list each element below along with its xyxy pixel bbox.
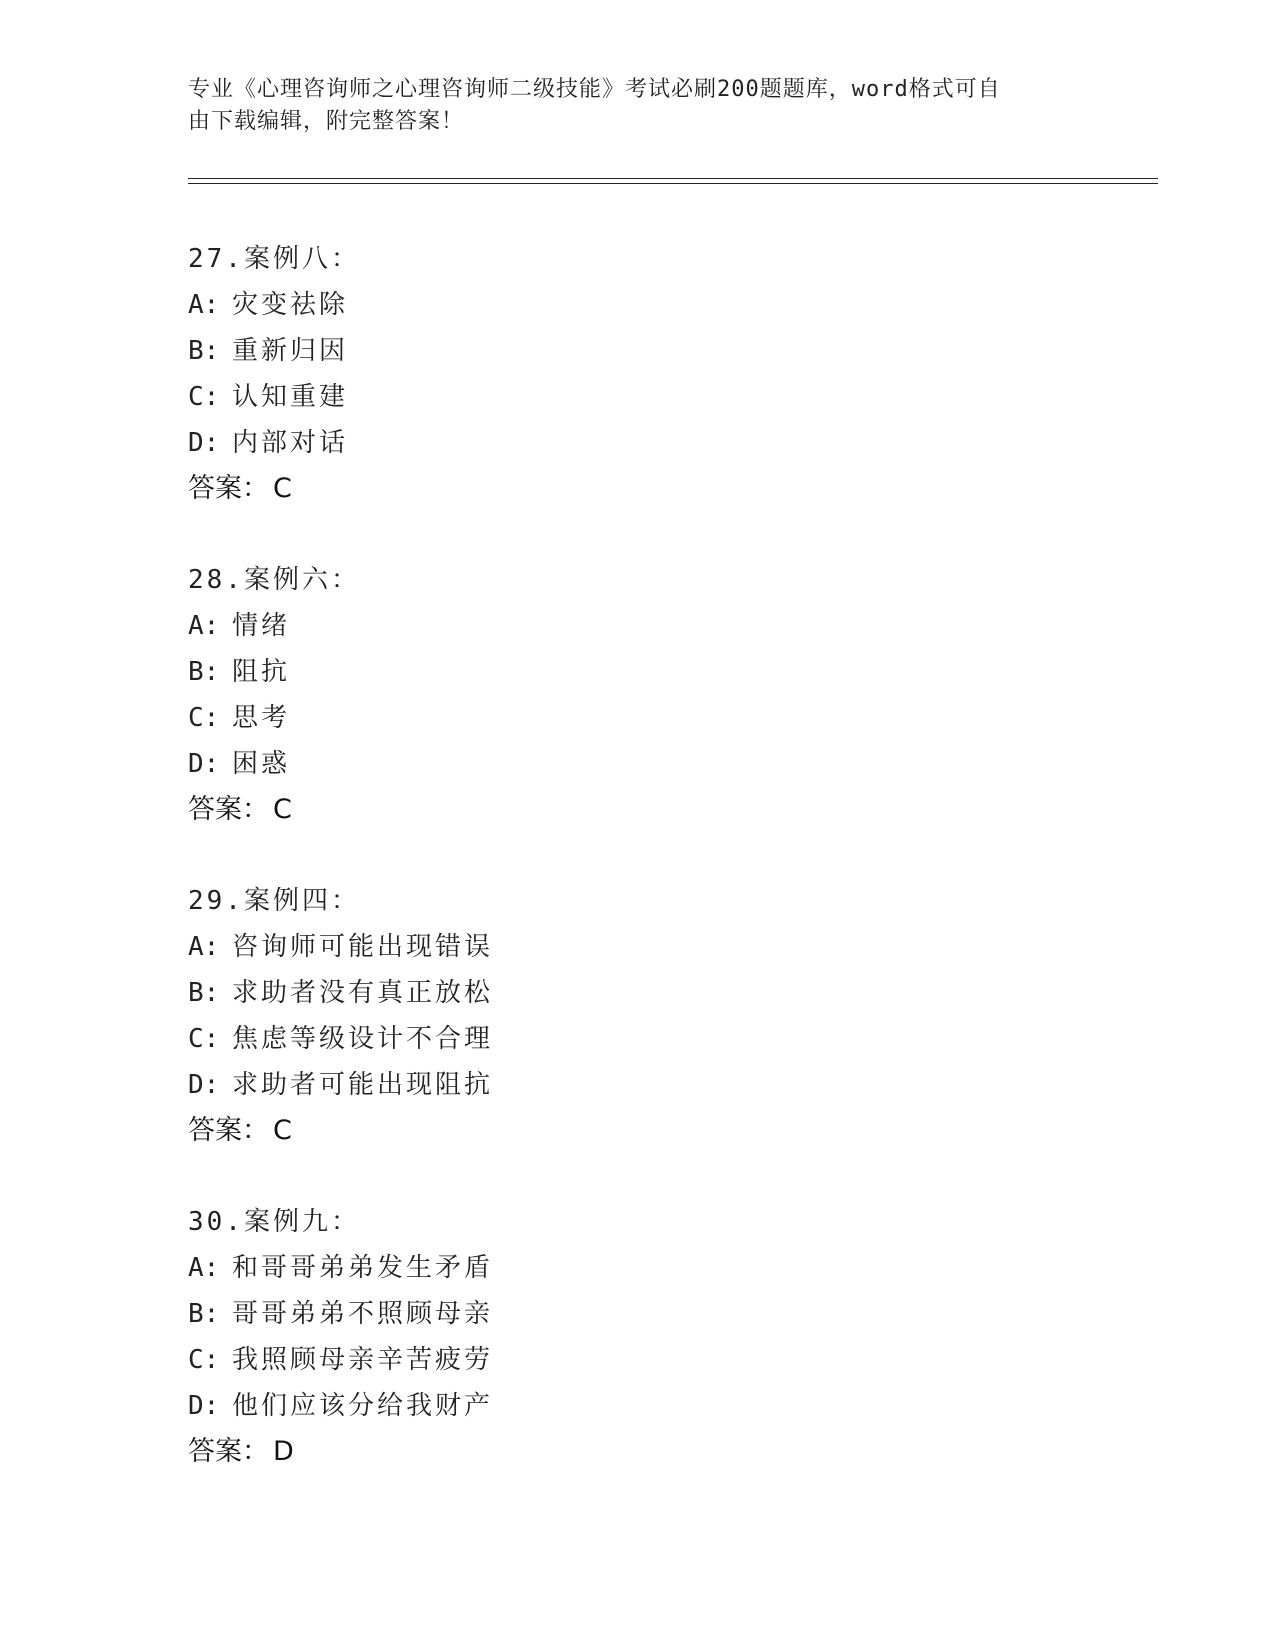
question-title: 28.案例六： [188,565,360,595]
option-c [188,695,1088,741]
document-header [188,74,1068,138]
option-b [188,649,1088,695]
question-title: 30.案例九： [188,1207,360,1237]
question-title: 27.案例八： [188,244,360,274]
option-d [188,420,1088,466]
option-text: 求助者没有真正放松 [232,978,494,1008]
question-30 [188,1199,1088,1520]
question-29 [188,878,1088,1199]
option-b [188,1291,1088,1337]
option-text: 情绪 [232,611,291,641]
option-label: C: [188,382,220,412]
question-28 [188,557,1088,878]
answer-label: 答案： [188,1436,269,1467]
option-text: 认知重建 [232,382,349,412]
option-text: 和哥哥弟弟发生矛盾 [232,1253,494,1283]
option-label: B: [188,1299,220,1329]
option-text: 阻抗 [232,657,291,687]
option-b [188,328,1088,374]
answer-label: 答案： [188,473,269,504]
header-line-2: 由下载编辑，附完整答案！ [188,109,465,134]
answer-label: 答案： [188,794,269,825]
option-d [188,1383,1088,1429]
option-a [188,282,1088,328]
option-label: B: [188,978,220,1008]
option-text: 我照顾母亲辛苦疲劳 [232,1345,494,1375]
option-label: C: [188,1024,220,1054]
option-label: D: [188,1391,220,1421]
option-label: B: [188,336,220,366]
option-label: B: [188,657,220,687]
option-label: A: [188,932,220,962]
option-c [188,374,1088,420]
option-c [188,1337,1088,1383]
option-text: 内部对话 [232,428,349,458]
option-label: A: [188,1253,220,1283]
answer-line [188,1108,1088,1154]
option-text: 咨询师可能出现错误 [232,932,494,962]
option-label: A: [188,611,220,641]
answer-value: C [273,473,292,504]
answer-line [188,1429,1088,1475]
question-27 [188,236,1088,557]
answer-value: D [273,1436,294,1467]
header-line-1: 专业《心理咨询师之心理咨询师二级技能》考试必刷200题题库，word格式可自 [188,77,1001,102]
option-a [188,603,1088,649]
option-c [188,1016,1088,1062]
answer-label: 答案： [188,1115,269,1146]
header-divider-top [188,178,1158,179]
option-label: A: [188,290,220,320]
answer-value: C [273,794,292,825]
option-text: 焦虑等级设计不合理 [232,1024,494,1054]
option-text: 求助者可能出现阻抗 [232,1070,494,1100]
option-text: 他们应该分给我财产 [232,1391,494,1421]
option-label: C: [188,703,220,733]
option-label: D: [188,749,220,779]
option-b [188,970,1088,1016]
option-text: 重新归因 [232,336,349,366]
option-text: 灾变祛除 [232,290,349,320]
option-a [188,1245,1088,1291]
question-title: 29.案例四： [188,886,360,916]
question-list [188,236,1088,1520]
answer-line [188,787,1088,833]
answer-line [188,466,1088,512]
header-divider-bottom [188,183,1158,184]
answer-value: C [273,1115,292,1146]
option-label: D: [188,1070,220,1100]
option-text: 思考 [232,703,291,733]
option-text: 困惑 [232,749,291,779]
option-d [188,741,1088,787]
option-text: 哥哥弟弟不照顾母亲 [232,1299,494,1329]
option-label: C: [188,1345,220,1375]
option-d [188,1062,1088,1108]
option-a [188,924,1088,970]
option-label: D: [188,428,220,458]
